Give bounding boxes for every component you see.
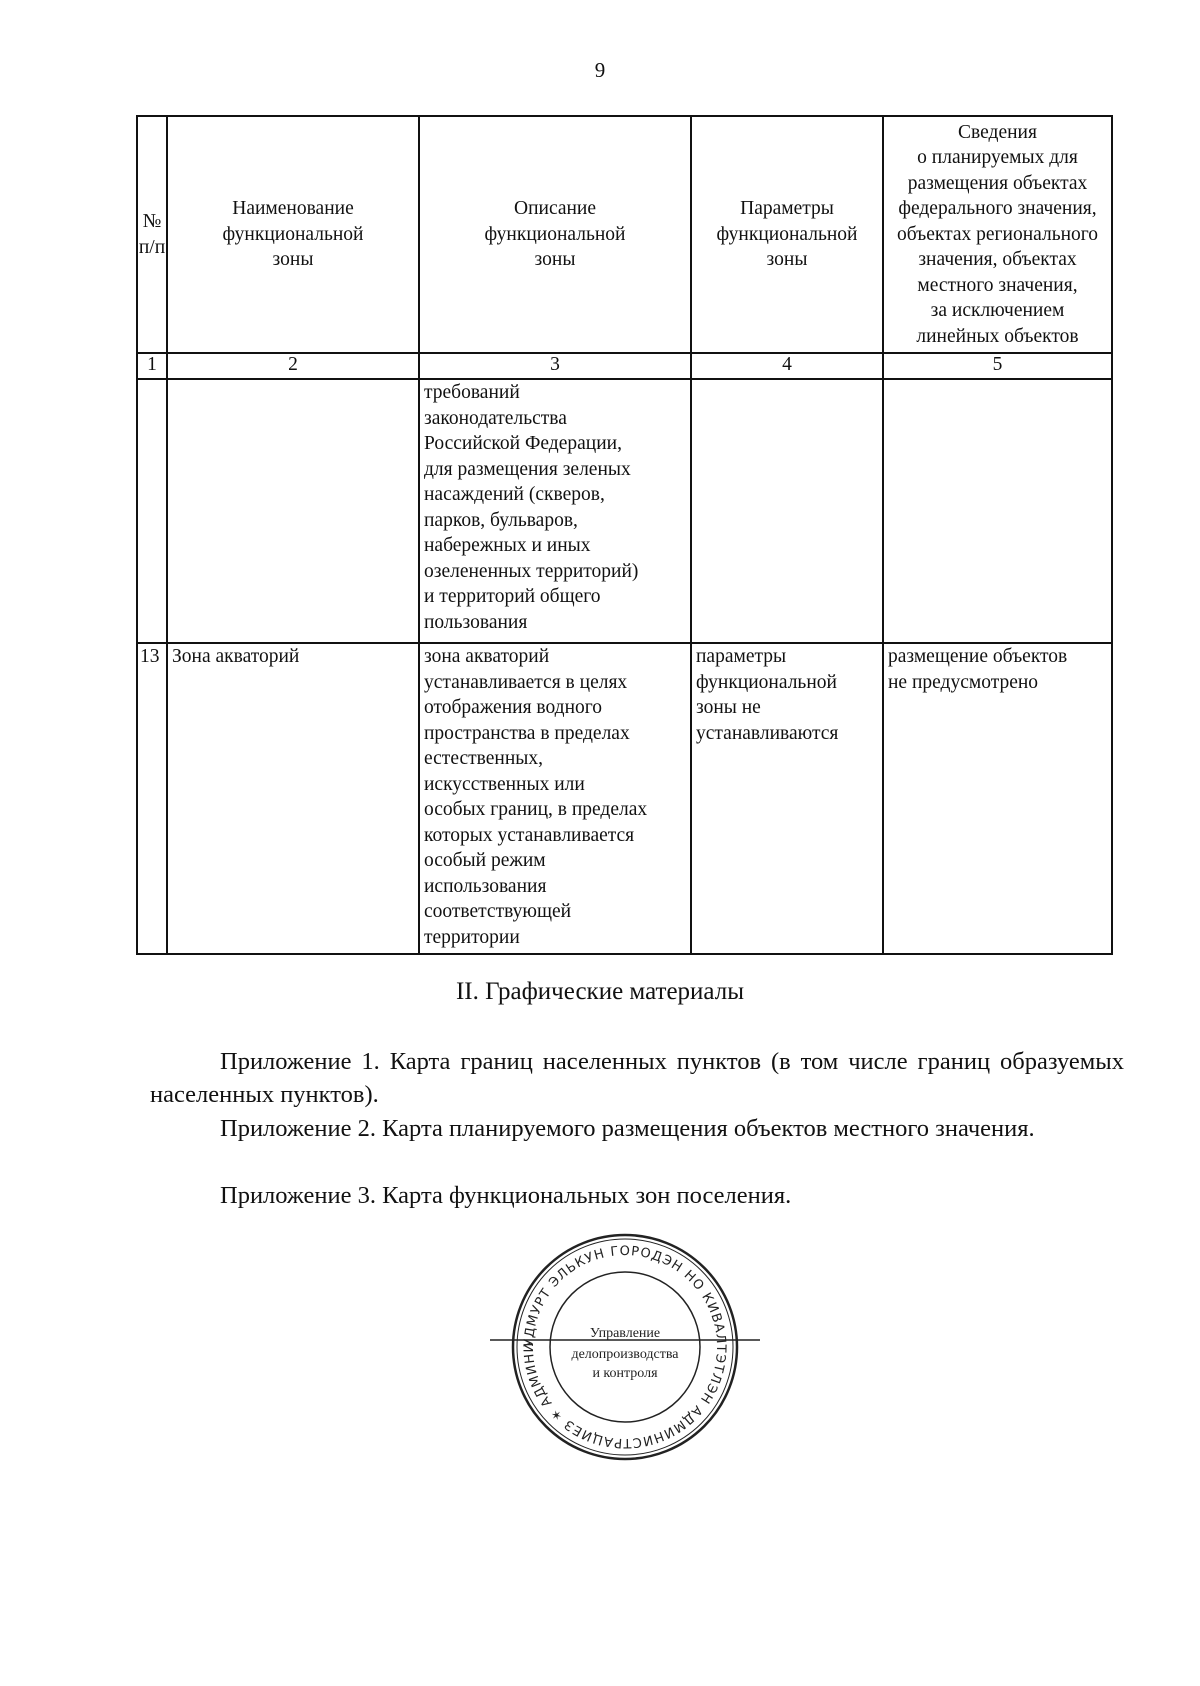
- zone-description: требований законодательства Российской Федерации, для размещения зеленых насаждений (скверов, парков, бульваров, набережных и иных озелененных территорий) и территорий общего пользования: [419, 379, 691, 643]
- zone-info: [883, 379, 1112, 643]
- column-number: 3: [419, 353, 691, 379]
- zone-parameters: [691, 379, 883, 643]
- header-zone-description: Описание функциональной зоны: [419, 116, 691, 353]
- stamp-center-line: делопроизводства: [571, 1347, 679, 1362]
- header-zone-parameters: Параметры функциональной зоны: [691, 116, 883, 353]
- table-header-row: [137, 116, 1112, 353]
- zone-description: зона акваторий устанавливается в целях отображения водного пространства в пределах естественных, искусственных или особых границ, в пределах которых устанавливается особый режим использования соответствующей территории: [419, 643, 691, 954]
- appendix-text: Приложение 2. Карта планируемого размещения объектов местного значения.: [220, 1115, 1035, 1142]
- column-number: 4: [691, 353, 883, 379]
- table-row: [137, 379, 1112, 643]
- stamp-ring-text: УДМУРТ ЭЛЬКУН ГОРОДЭН НО КИВАЛТЭТЛЭН АДМИНИСТРАЦИЕЗ ✶ АДМИНИ: [521, 1243, 729, 1451]
- official-stamp: [490, 1232, 810, 1462]
- functional-zones-table: [136, 115, 1113, 955]
- appendix-text: Приложение 3. Карта функциональных зон поселения.: [220, 1182, 792, 1209]
- appendix-item: [150, 1045, 1124, 1111]
- column-number: 5: [883, 353, 1112, 379]
- column-number: 2: [167, 353, 419, 379]
- zone-parameters: параметры функциональной зоны не устанавливаются: [691, 643, 883, 954]
- stamp-center-line: и контроля: [592, 1366, 658, 1381]
- appendix-item: [150, 1112, 1124, 1145]
- zone-name: [167, 379, 419, 643]
- header-planned-objects-info: Сведения о планируемых для размещения объектах федерального значения, объектах регионального значения, объектах местного значения, за исключением линейных объектов: [883, 116, 1112, 353]
- stamp-center-line: Управление: [589, 1326, 661, 1341]
- section-title: II. Графические материалы: [455, 978, 745, 1005]
- header-number: № п/п: [137, 116, 167, 353]
- page-number: 9: [594, 58, 606, 82]
- row-number: 13: [137, 643, 167, 954]
- appendix-item: [150, 1179, 1124, 1212]
- row-number: [137, 379, 167, 643]
- zone-name: Зона акваторий: [167, 643, 419, 954]
- table-row: [137, 643, 1112, 954]
- header-zone-name: Наименование функциональной зоны: [167, 116, 419, 353]
- column-number: 1: [137, 353, 167, 379]
- zone-info: размещение объектов не предусмотрено: [883, 643, 1112, 954]
- appendix-text: Приложение 1. Карта границ населенных пунктов (в том числе границ образуемых населенных пунктов).: [150, 1048, 1124, 1108]
- column-number-row: [137, 353, 1112, 379]
